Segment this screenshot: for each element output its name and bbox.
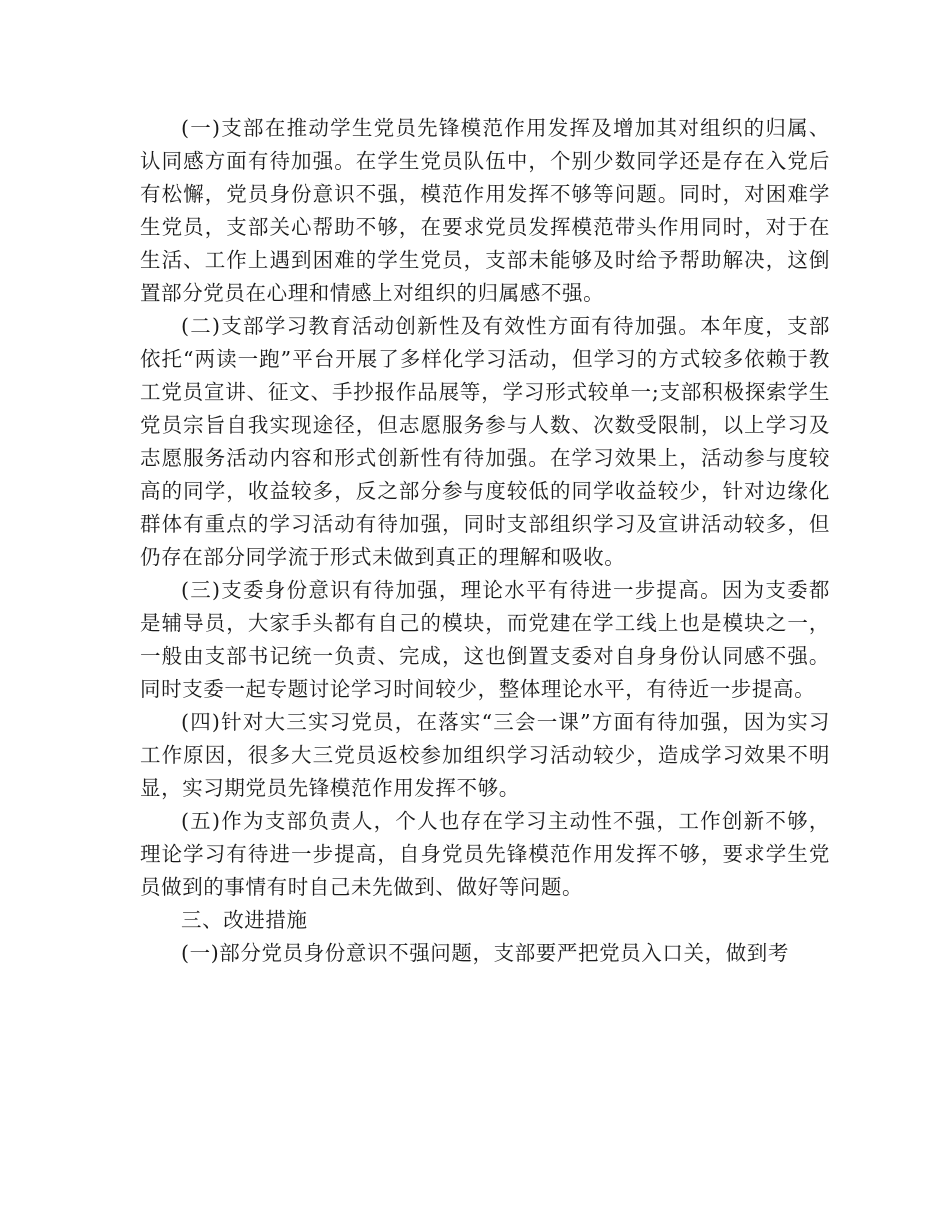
- paragraph-2: (二)支部学习教育活动创新性及有效性方面有待加强。本年度，支部依托“两读一跑”平台开展了多样化学习活动，但学习的方式较多依赖于教工党员宣讲、征文、手抄报作品展等，学习形式较单一;支部积极探索学生党员宗旨自我实现途径，但志愿服务参与人数、次数受限制，以上学习及志愿服务活动内容和形式创新性有待加强。在学习效果上，活动参与度较高的同学，收益较多，反之部分参与度较低的同学收益较少，针对边缘化群体有重点的学习活动有待加强，同时支部组织学习及宣讲活动较多，但仍存在部分同学流于形式未做到真正的理解和吸收。: [140, 314, 830, 569]
- section-heading: 三、改进措施: [181, 908, 308, 932]
- paragraph-6: (一)部分党员身份意识不强问题，支部要严把党员入口关，做到考: [181, 941, 789, 965]
- paragraph-4: (四)针对大三实习党员，在落实“三会一课”方面有待加强，因为实习工作原因，很多大三党员返校参加组织学习活动较少，造成学习效果不明显，实习期党员先锋模范作用发挥不够。: [140, 710, 830, 800]
- document-body: [140, 112, 830, 970]
- paragraph-5: (五)作为支部负责人，个人也存在学习主动性不强，工作创新不够，理论学习有待进一步提高，自身党员先锋模范作用发挥不够，要求学生党员做到的事情有时自己未先做到、做好等问题。: [140, 809, 830, 899]
- paragraph-3: (三)支委身份意识有待加强，理论水平有待进一步提高。因为支委都是辅导员，大家手头都有自己的模块，而党建在学工线上也是模块之一，一般由支部书记统一负责、完成，这也倒置支委对自身身份认同感不强。同时支委一起专题讨论学习时间较少，整体理论水平，有待近一步提高。: [140, 578, 830, 701]
- paragraph-1: (一)支部在推动学生党员先锋模范作用发挥及增加其对组织的归属、认同感方面有待加强。在学生党员队伍中，个别少数同学还是存在入党后有松懈，党员身份意识不强，模范作用发挥不够等问题。同时，对困难学生党员，支部关心帮助不够，在要求党员发挥模范带头作用同时，对于在生活、工作上遇到困难的学生党员，支部未能够及时给予帮助解决，这倒置部分党员在心理和情感上对组织的归属感不强。: [140, 116, 830, 305]
